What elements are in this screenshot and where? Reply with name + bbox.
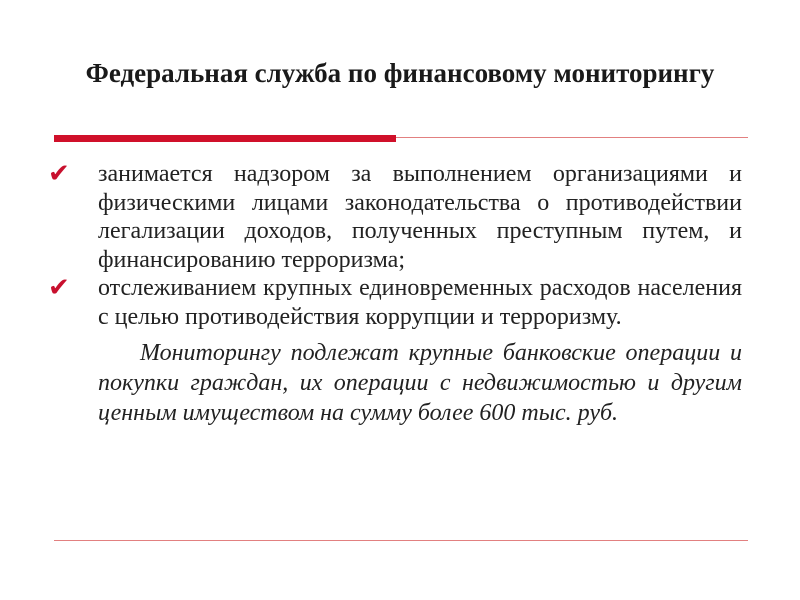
title-underline-thin <box>396 137 748 138</box>
title-underline-accent <box>54 135 396 142</box>
note-paragraph: Мониторингу подлежат крупные банковские операции и покупки граждан, их операции с недвижимостью и другим ценным имуществом на сумму более 600 тыс. руб. <box>98 340 742 426</box>
slide-title: Федеральная служба по финансовому мониторингу <box>85 58 715 88</box>
bullet-item <box>48 160 742 274</box>
check-icon: ✔ <box>48 159 70 189</box>
bullet-text: отслеживанием крупных единовременных расходов населения с целью противодействия коррупции и терроризму. <box>98 275 742 330</box>
bullet-text: занимается надзором за выполнением организациями и физическими лицами законодательства о противодействии легализации доходов, полученных преступным путем, и финансированию терроризма; <box>98 161 742 273</box>
footer-rule <box>54 540 748 541</box>
slide-content <box>48 160 742 428</box>
bullet-item <box>48 274 742 331</box>
check-icon: ✔ <box>48 273 70 303</box>
